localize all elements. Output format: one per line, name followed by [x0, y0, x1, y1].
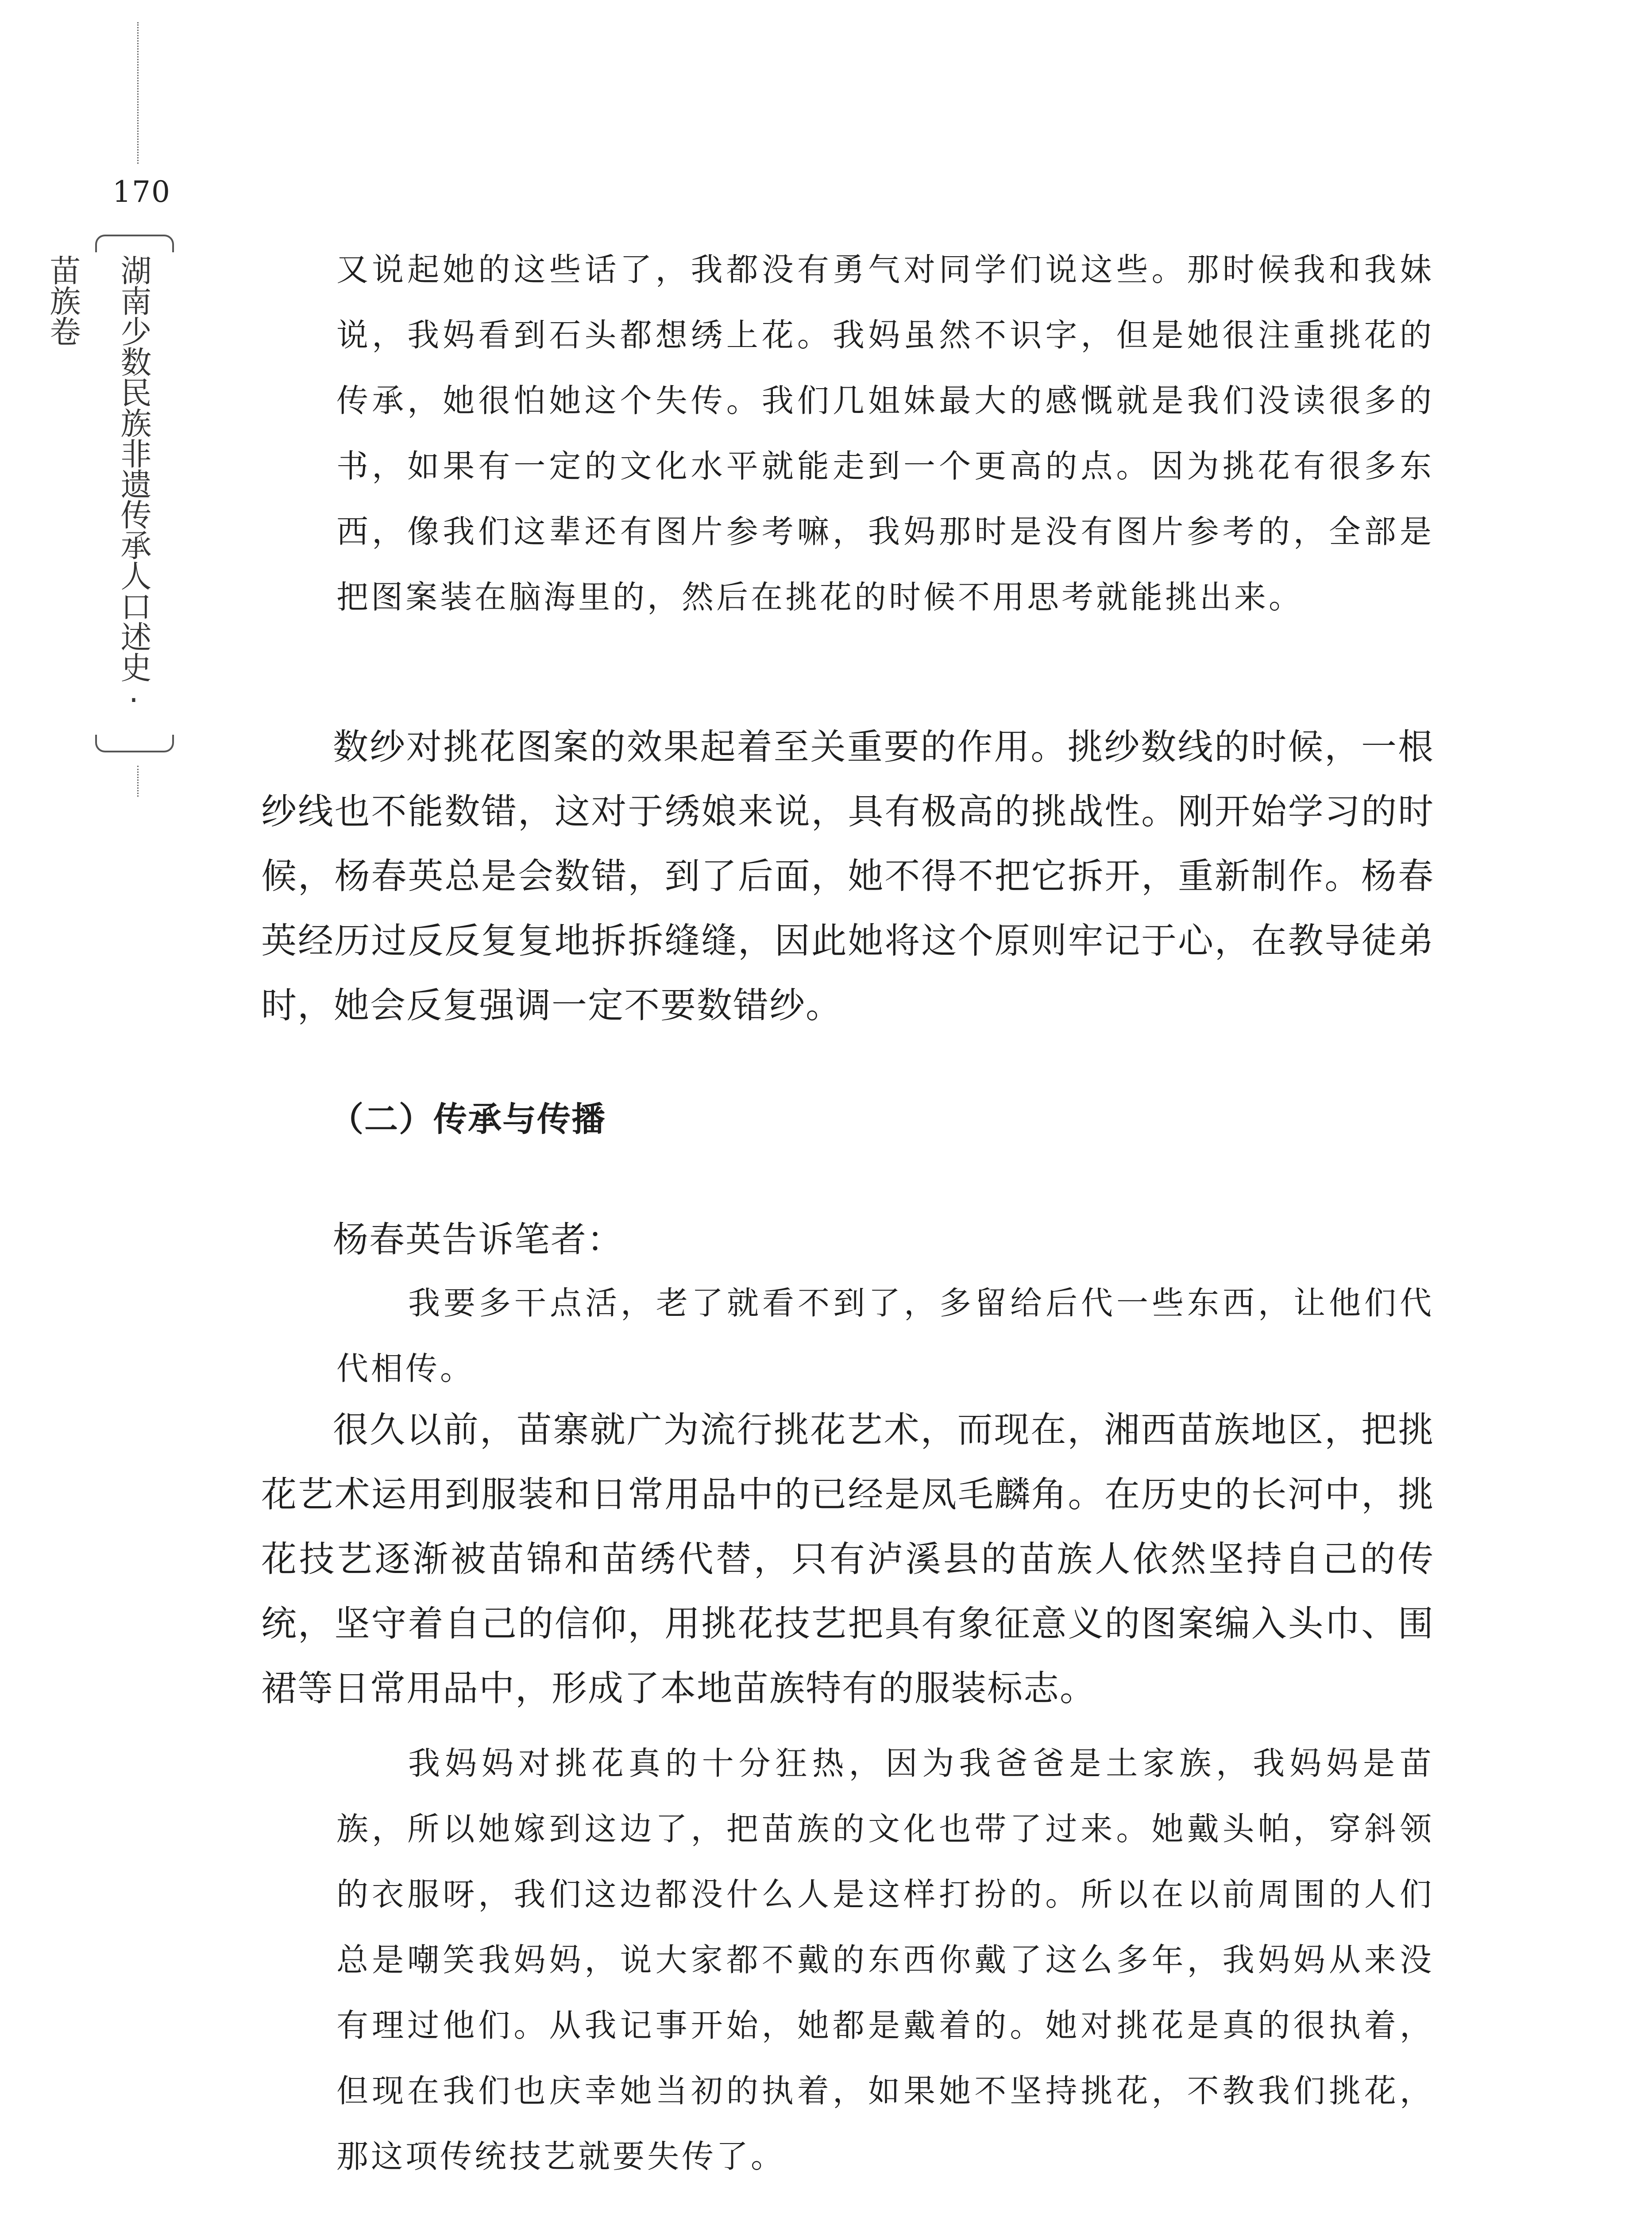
body-paragraph: 很久以前，苗寨就广为流行挑花艺术，而现在，湘西苗族地区，把挑花艺术运用到服装和日常用品中的已经是凤毛麟角。在历史的长河中，挑花技艺逐渐被苗锦和苗绣代替，只有泸溪县的苗族人依然坚持自己的传统，坚守着自己的信仰，用挑花技艺把具有象征意义的图案编入头巾、围裙等日常用品中，形成了本地苗族特有的服装标志。: [261, 1409, 1434, 1709]
margin-rule-top: [137, 22, 139, 164]
title-bracket-top: [95, 235, 174, 252]
series-title: 湖南少数民族非遗传承人口述史·苗族卷: [45, 254, 152, 718]
page-number: 170: [112, 175, 171, 209]
section-heading: （二）传承与传播: [330, 1099, 606, 1139]
body-paragraph: 数纱对挑花图案的效果起着至关重要的作用。挑纱数线的时候，一根纱线也不能数错，这对于绣娘来说，具有极高的挑战性。刚开始学习的时候，杨春英总是会数错，到了后面，她不得不把它拆开，重新制作。杨春英经历过反反复复地拆拆缝缝，因此她将这个原则牢记于心，在教导徒弟时，她会反复强调一定不要数错纱。: [261, 726, 1434, 1026]
body-paragraph: 杨春英告诉笔者：: [333, 1219, 623, 1260]
interview-quote: 我要多干点活，老了就看不到了，多留给后代一些东西，让他们代代相传。: [336, 1284, 1434, 1387]
title-bracket-bottom: [95, 735, 174, 752]
interview-quote: 又说起她的这些话了，我都没有勇气对同学们说这些。那时候我和我妹说，我妈看到石头都想绣上花。我妈虽然不识字，但是她很注重挑花的传承，她很怕她这个失传。我们几姐妹最大的感慨就是我们没读很多的书，如果有一定的文化水平就能走到一个更高的点。因为挑花有很多东西，像我们这辈还有图片参考嘛，我妈那时是没有图片参考的，全部是把图案装在脑海里的，然后在挑花的时候不用思考就能挑出来。: [336, 251, 1434, 616]
margin-rule-bottom: [137, 766, 139, 797]
interview-quote: 我妈妈对挑花真的十分狂热，因为我爸爸是土家族，我妈妈是苗族，所以她嫁到这边了，把苗族的文化也带了过来。她戴头帕，穿斜领的衣服呀，我们这边都没什么人是这样打扮的。所以在以前周围的人们总是嘲笑我妈妈，说大家都不戴的东西你戴了这么多年，我妈妈从来没有理过他们。从我记事开始，她都是戴着的。她对挑花是真的很执着，但现在我们也庆幸她当初的执着，如果她不坚持挑花，不教我们挑花，那这项传统技艺就要失传了。: [336, 1745, 1434, 2175]
